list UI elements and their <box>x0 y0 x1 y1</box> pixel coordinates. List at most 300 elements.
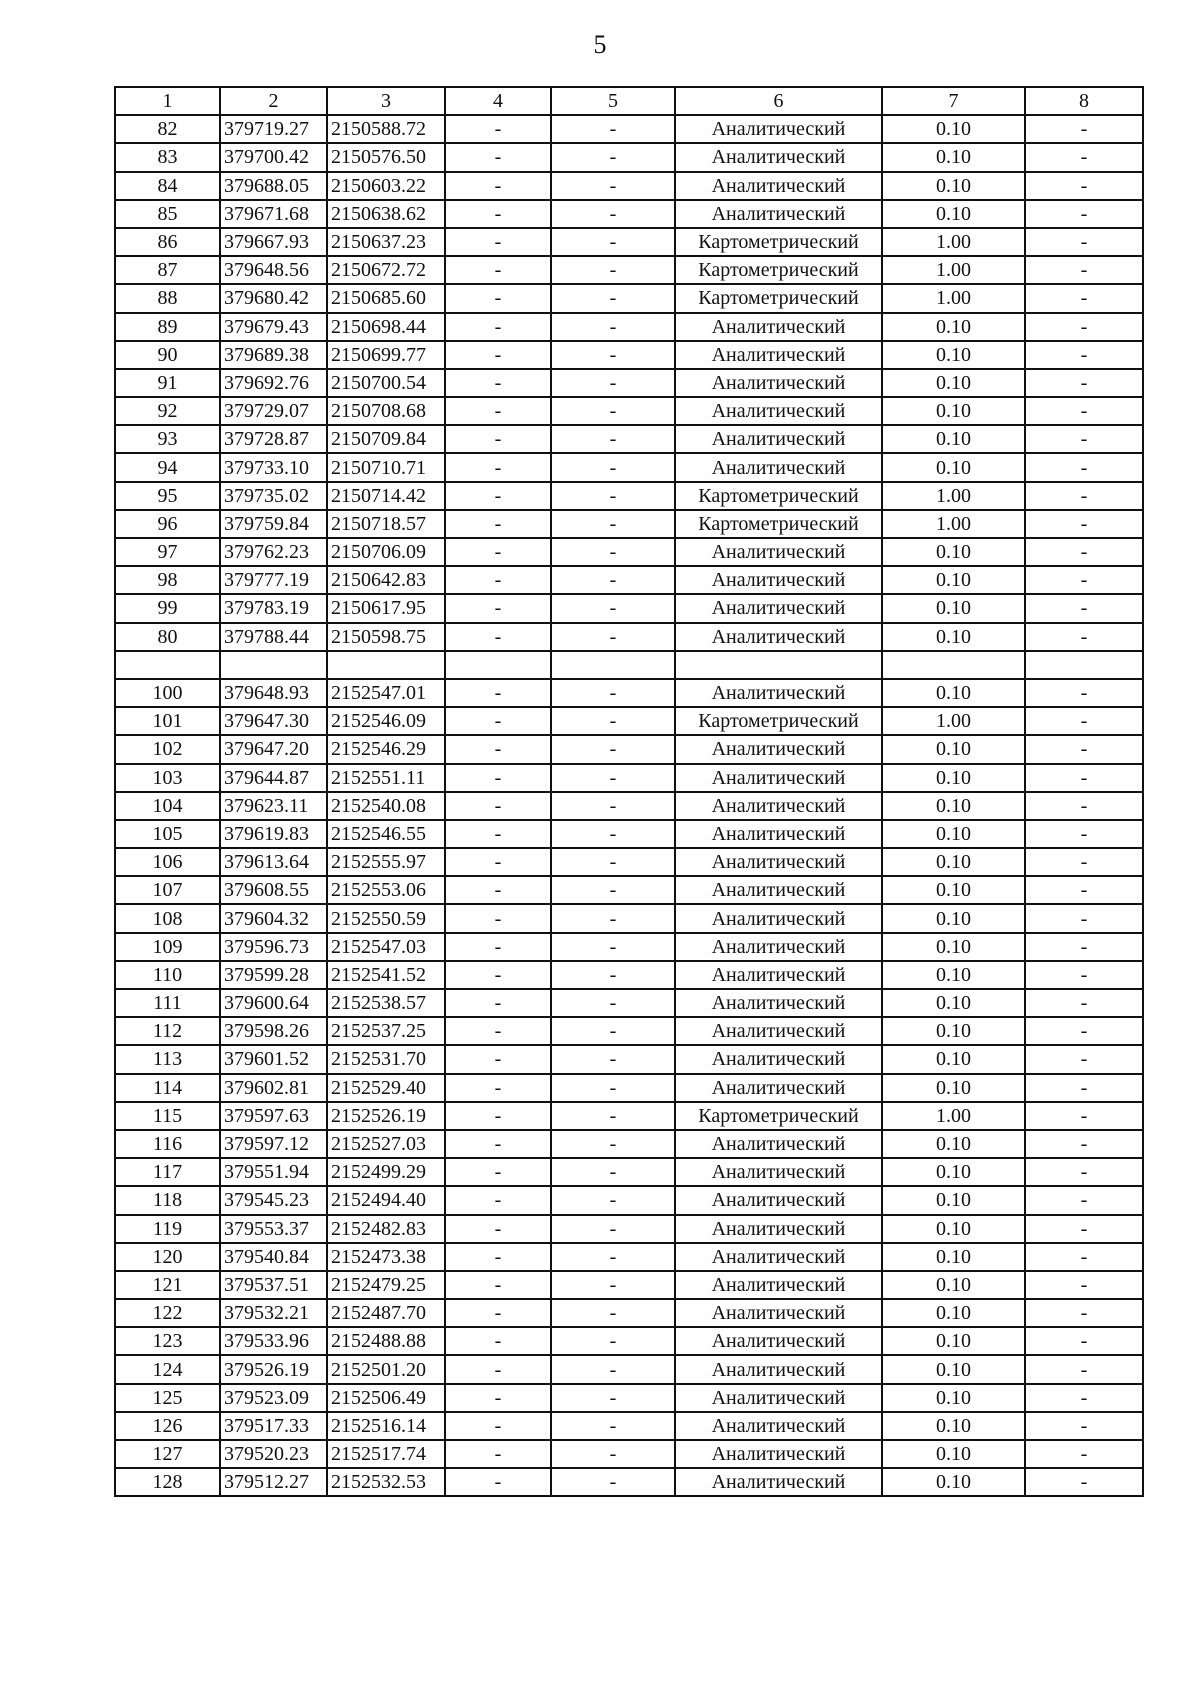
method-cell: Аналитический <box>675 679 882 707</box>
column-4-cell: - <box>445 1271 551 1299</box>
method-cell: Аналитический <box>675 623 882 651</box>
method-cell: Аналитический <box>675 1412 882 1440</box>
x-coordinate-cell: 379647.30 <box>220 707 327 735</box>
column-8-cell: - <box>1025 989 1143 1017</box>
point-number-cell: 97 <box>115 538 220 566</box>
accuracy-cell: 0.10 <box>882 876 1025 904</box>
x-coordinate-cell: 379598.26 <box>220 1017 327 1045</box>
column-4-cell: - <box>445 735 551 763</box>
table-row <box>115 1186 1143 1214</box>
column-4-cell: - <box>445 623 551 651</box>
accuracy-cell <box>882 651 1025 679</box>
table-row <box>115 228 1143 256</box>
column-8-cell: - <box>1025 679 1143 707</box>
x-coordinate-cell: 379644.87 <box>220 764 327 792</box>
accuracy-cell: 0.10 <box>882 933 1025 961</box>
column-8-cell: - <box>1025 425 1143 453</box>
point-number-cell: 102 <box>115 735 220 763</box>
column-5-cell: - <box>551 1355 675 1383</box>
table-row <box>115 1440 1143 1468</box>
accuracy-cell: 0.10 <box>882 1074 1025 1102</box>
column-4-cell: - <box>445 679 551 707</box>
point-number-cell: 92 <box>115 397 220 425</box>
method-cell: Аналитический <box>675 538 882 566</box>
point-number-cell: 117 <box>115 1158 220 1186</box>
y-coordinate-cell: 2152538.57 <box>327 989 445 1017</box>
y-coordinate-cell: 2150672.72 <box>327 256 445 284</box>
column-8-cell <box>1025 651 1143 679</box>
column-5-cell: - <box>551 933 675 961</box>
y-coordinate-cell: 2152547.01 <box>327 679 445 707</box>
column-8-cell: - <box>1025 1412 1143 1440</box>
x-coordinate-cell: 379671.68 <box>220 200 327 228</box>
column-5-cell: - <box>551 876 675 904</box>
method-cell: Аналитический <box>675 1045 882 1073</box>
column-5-cell: - <box>551 228 675 256</box>
x-coordinate-cell: 379533.96 <box>220 1327 327 1355</box>
x-coordinate-cell: 379619.83 <box>220 820 327 848</box>
accuracy-cell: 0.10 <box>882 1130 1025 1158</box>
column-8-cell: - <box>1025 904 1143 932</box>
column-4-cell: - <box>445 1102 551 1130</box>
column-8-cell: - <box>1025 172 1143 200</box>
x-coordinate-cell: 379688.05 <box>220 172 327 200</box>
column-5-cell: - <box>551 707 675 735</box>
point-number-cell: 110 <box>115 961 220 989</box>
method-cell: Аналитический <box>675 425 882 453</box>
table-row <box>115 735 1143 763</box>
column-8-cell: - <box>1025 284 1143 312</box>
point-number-cell: 112 <box>115 1017 220 1045</box>
point-number-cell: 95 <box>115 482 220 510</box>
method-cell: Аналитический <box>675 792 882 820</box>
column-4-cell: - <box>445 961 551 989</box>
accuracy-cell: 0.10 <box>882 425 1025 453</box>
y-coordinate-cell: 2152547.03 <box>327 933 445 961</box>
y-coordinate-cell: 2152529.40 <box>327 1074 445 1102</box>
point-number-cell: 90 <box>115 341 220 369</box>
table-row <box>115 1412 1143 1440</box>
column-5-cell: - <box>551 792 675 820</box>
point-number-cell: 89 <box>115 313 220 341</box>
column-8-cell: - <box>1025 482 1143 510</box>
column-8-cell: - <box>1025 313 1143 341</box>
column-5-cell: - <box>551 1243 675 1271</box>
column-5-cell: - <box>551 1074 675 1102</box>
column-4-cell: - <box>445 143 551 171</box>
column-5-cell: - <box>551 200 675 228</box>
column-header: 5 <box>551 87 675 115</box>
x-coordinate-cell: 379689.38 <box>220 341 327 369</box>
point-number-cell: 114 <box>115 1074 220 1102</box>
y-coordinate-cell: 2152531.70 <box>327 1045 445 1073</box>
x-coordinate-cell: 379526.19 <box>220 1355 327 1383</box>
y-coordinate-cell: 2152550.59 <box>327 904 445 932</box>
x-coordinate-cell: 379537.51 <box>220 1271 327 1299</box>
table-row <box>115 453 1143 481</box>
accuracy-cell: 0.10 <box>882 1468 1025 1496</box>
table-row <box>115 1215 1143 1243</box>
point-number-cell: 98 <box>115 566 220 594</box>
column-5-cell: - <box>551 369 675 397</box>
column-5-cell: - <box>551 1440 675 1468</box>
x-coordinate-cell: 379700.42 <box>220 143 327 171</box>
method-cell: Картометрический <box>675 482 882 510</box>
accuracy-cell: 0.10 <box>882 989 1025 1017</box>
column-5-cell: - <box>551 425 675 453</box>
column-5-cell: - <box>551 1102 675 1130</box>
column-5-cell: - <box>551 115 675 143</box>
column-4-cell: - <box>445 1327 551 1355</box>
y-coordinate-cell: 2150685.60 <box>327 284 445 312</box>
x-coordinate-cell: 379729.07 <box>220 397 327 425</box>
accuracy-cell: 0.10 <box>882 1355 1025 1383</box>
column-8-cell: - <box>1025 115 1143 143</box>
method-cell: Аналитический <box>675 1384 882 1412</box>
column-5-cell: - <box>551 453 675 481</box>
accuracy-cell: 0.10 <box>882 1017 1025 1045</box>
point-number-cell: 120 <box>115 1243 220 1271</box>
table-row <box>115 876 1143 904</box>
method-cell: Аналитический <box>675 1186 882 1214</box>
accuracy-cell: 0.10 <box>882 143 1025 171</box>
x-coordinate-cell: 379719.27 <box>220 115 327 143</box>
point-number-cell: 113 <box>115 1045 220 1073</box>
table-row <box>115 1355 1143 1383</box>
table-row <box>115 989 1143 1017</box>
y-coordinate-cell: 2150709.84 <box>327 425 445 453</box>
accuracy-cell: 0.10 <box>882 1327 1025 1355</box>
column-8-cell: - <box>1025 256 1143 284</box>
method-cell: Аналитический <box>675 1299 882 1327</box>
y-coordinate-cell: 2152479.25 <box>327 1271 445 1299</box>
table-row <box>115 172 1143 200</box>
y-coordinate-cell: 2150638.62 <box>327 200 445 228</box>
method-cell: Аналитический <box>675 1440 882 1468</box>
method-cell: Картометрический <box>675 256 882 284</box>
column-5-cell: - <box>551 566 675 594</box>
method-cell: Аналитический <box>675 735 882 763</box>
column-5-cell: - <box>551 143 675 171</box>
column-4-cell: - <box>445 707 551 735</box>
method-cell: Аналитический <box>675 1468 882 1496</box>
x-coordinate-cell: 379680.42 <box>220 284 327 312</box>
table-row <box>115 764 1143 792</box>
point-number-cell: 82 <box>115 115 220 143</box>
column-header: 6 <box>675 87 882 115</box>
column-8-cell: - <box>1025 1186 1143 1214</box>
point-number-cell: 105 <box>115 820 220 848</box>
column-header: 3 <box>327 87 445 115</box>
point-number-cell: 83 <box>115 143 220 171</box>
accuracy-cell: 0.10 <box>882 1045 1025 1073</box>
table-row <box>115 1074 1143 1102</box>
accuracy-cell: 0.10 <box>882 313 1025 341</box>
column-8-cell: - <box>1025 1074 1143 1102</box>
y-coordinate-cell: 2152501.20 <box>327 1355 445 1383</box>
column-4-cell: - <box>445 313 551 341</box>
column-8-cell: - <box>1025 1045 1143 1073</box>
x-coordinate-cell: 379608.55 <box>220 876 327 904</box>
table-row <box>115 1130 1143 1158</box>
column-5-cell: - <box>551 961 675 989</box>
table-row <box>115 933 1143 961</box>
method-cell: Аналитический <box>675 172 882 200</box>
y-coordinate-cell: 2152551.11 <box>327 764 445 792</box>
table-row <box>115 848 1143 876</box>
y-coordinate-cell: 2150598.75 <box>327 623 445 651</box>
y-coordinate-cell: 2150588.72 <box>327 115 445 143</box>
column-4-cell: - <box>445 848 551 876</box>
accuracy-cell: 0.10 <box>882 1215 1025 1243</box>
x-coordinate-cell: 379517.33 <box>220 1412 327 1440</box>
column-5-cell: - <box>551 538 675 566</box>
column-5-cell: - <box>551 1017 675 1045</box>
x-coordinate-cell: 379523.09 <box>220 1384 327 1412</box>
table-row <box>115 200 1143 228</box>
y-coordinate-cell: 2152541.52 <box>327 961 445 989</box>
method-cell: Аналитический <box>675 1215 882 1243</box>
x-coordinate-cell: 379667.93 <box>220 228 327 256</box>
column-4-cell: - <box>445 1412 551 1440</box>
column-8-cell: - <box>1025 1017 1143 1045</box>
column-4-cell: - <box>445 369 551 397</box>
table-row <box>115 284 1143 312</box>
table-row <box>115 820 1143 848</box>
accuracy-cell: 0.10 <box>882 1384 1025 1412</box>
column-5-cell: - <box>551 1468 675 1496</box>
accuracy-cell: 0.10 <box>882 115 1025 143</box>
method-cell: Аналитический <box>675 115 882 143</box>
column-5-cell: - <box>551 172 675 200</box>
accuracy-cell: 0.10 <box>882 397 1025 425</box>
point-number-cell: 108 <box>115 904 220 932</box>
method-cell: Аналитический <box>675 143 882 171</box>
accuracy-cell: 0.10 <box>882 341 1025 369</box>
column-4-cell: - <box>445 820 551 848</box>
table-row <box>115 566 1143 594</box>
column-4-cell <box>445 651 551 679</box>
method-cell: Аналитический <box>675 1271 882 1299</box>
column-4-cell: - <box>445 933 551 961</box>
point-number-cell: 88 <box>115 284 220 312</box>
column-8-cell: - <box>1025 1384 1143 1412</box>
method-cell: Картометрический <box>675 510 882 538</box>
column-5-cell: - <box>551 341 675 369</box>
accuracy-cell: 0.10 <box>882 566 1025 594</box>
table-row <box>115 256 1143 284</box>
column-8-cell: - <box>1025 623 1143 651</box>
method-cell: Аналитический <box>675 876 882 904</box>
accuracy-cell: 1.00 <box>882 1102 1025 1130</box>
method-cell: Аналитический <box>675 1074 882 1102</box>
column-4-cell: - <box>445 256 551 284</box>
accuracy-cell: 1.00 <box>882 228 1025 256</box>
column-5-cell: - <box>551 764 675 792</box>
y-coordinate-cell: 2152555.97 <box>327 848 445 876</box>
column-4-cell: - <box>445 341 551 369</box>
x-coordinate-cell <box>220 651 327 679</box>
point-number-cell: 123 <box>115 1327 220 1355</box>
column-4-cell: - <box>445 1130 551 1158</box>
table-row <box>115 1384 1143 1412</box>
column-4-cell: - <box>445 453 551 481</box>
method-cell: Аналитический <box>675 1158 882 1186</box>
y-coordinate-cell: 2152517.74 <box>327 1440 445 1468</box>
y-coordinate-cell: 2152546.29 <box>327 735 445 763</box>
table-row <box>115 1243 1143 1271</box>
column-4-cell: - <box>445 397 551 425</box>
column-4-cell: - <box>445 566 551 594</box>
table-row <box>115 397 1143 425</box>
y-coordinate-cell: 2150718.57 <box>327 510 445 538</box>
column-4-cell: - <box>445 876 551 904</box>
y-coordinate-cell <box>327 651 445 679</box>
column-8-cell: - <box>1025 735 1143 763</box>
point-number-cell: 118 <box>115 1186 220 1214</box>
x-coordinate-cell: 379545.23 <box>220 1186 327 1214</box>
x-coordinate-cell: 379648.56 <box>220 256 327 284</box>
y-coordinate-cell: 2152532.53 <box>327 1468 445 1496</box>
column-5-cell: - <box>551 284 675 312</box>
point-number-cell: 119 <box>115 1215 220 1243</box>
method-cell: Аналитический <box>675 1017 882 1045</box>
column-8-cell: - <box>1025 341 1143 369</box>
column-4-cell: - <box>445 1384 551 1412</box>
column-8-cell: - <box>1025 200 1143 228</box>
column-5-cell: - <box>551 510 675 538</box>
point-number-cell: 126 <box>115 1412 220 1440</box>
column-header: 8 <box>1025 87 1143 115</box>
table-row <box>115 313 1143 341</box>
point-number-cell: 80 <box>115 623 220 651</box>
column-header: 4 <box>445 87 551 115</box>
x-coordinate-cell: 379783.19 <box>220 594 327 622</box>
column-4-cell: - <box>445 1243 551 1271</box>
x-coordinate-cell: 379679.43 <box>220 313 327 341</box>
method-cell: Аналитический <box>675 764 882 792</box>
column-5-cell: - <box>551 594 675 622</box>
column-8-cell: - <box>1025 792 1143 820</box>
column-8-cell: - <box>1025 510 1143 538</box>
column-5-cell <box>551 651 675 679</box>
point-number-cell: 91 <box>115 369 220 397</box>
x-coordinate-cell: 379540.84 <box>220 1243 327 1271</box>
x-coordinate-cell: 379596.73 <box>220 933 327 961</box>
y-coordinate-cell: 2152488.88 <box>327 1327 445 1355</box>
accuracy-cell: 0.10 <box>882 820 1025 848</box>
column-5-cell: - <box>551 1158 675 1186</box>
x-coordinate-cell: 379613.64 <box>220 848 327 876</box>
table-row <box>115 651 1143 679</box>
table-row <box>115 425 1143 453</box>
y-coordinate-cell: 2150603.22 <box>327 172 445 200</box>
point-number-cell: 84 <box>115 172 220 200</box>
accuracy-cell: 0.10 <box>882 764 1025 792</box>
column-8-cell: - <box>1025 1271 1143 1299</box>
x-coordinate-cell: 379553.37 <box>220 1215 327 1243</box>
table-row <box>115 1158 1143 1186</box>
point-number-cell: 86 <box>115 228 220 256</box>
table-row <box>115 341 1143 369</box>
table-header-row <box>115 87 1143 115</box>
accuracy-cell: 0.10 <box>882 679 1025 707</box>
column-4-cell: - <box>445 1074 551 1102</box>
column-8-cell: - <box>1025 820 1143 848</box>
table-row <box>115 1271 1143 1299</box>
point-number-cell: 100 <box>115 679 220 707</box>
y-coordinate-cell: 2150637.23 <box>327 228 445 256</box>
x-coordinate-cell: 379777.19 <box>220 566 327 594</box>
column-8-cell: - <box>1025 397 1143 425</box>
column-8-cell: - <box>1025 1158 1143 1186</box>
column-5-cell: - <box>551 679 675 707</box>
point-number-cell: 87 <box>115 256 220 284</box>
method-cell: Аналитический <box>675 594 882 622</box>
method-cell: Картометрический <box>675 707 882 735</box>
column-4-cell: - <box>445 1468 551 1496</box>
y-coordinate-cell: 2150706.09 <box>327 538 445 566</box>
accuracy-cell: 0.10 <box>882 1243 1025 1271</box>
method-cell: Картометрический <box>675 1102 882 1130</box>
table-row <box>115 1468 1143 1496</box>
y-coordinate-cell: 2152482.83 <box>327 1215 445 1243</box>
table-row <box>115 1327 1143 1355</box>
x-coordinate-cell: 379648.93 <box>220 679 327 707</box>
column-8-cell: - <box>1025 538 1143 566</box>
point-number-cell: 125 <box>115 1384 220 1412</box>
x-coordinate-cell: 379551.94 <box>220 1158 327 1186</box>
column-5-cell: - <box>551 1215 675 1243</box>
point-number-cell <box>115 651 220 679</box>
column-header: 1 <box>115 87 220 115</box>
point-number-cell: 99 <box>115 594 220 622</box>
y-coordinate-cell: 2150698.44 <box>327 313 445 341</box>
method-cell: Картометрический <box>675 284 882 312</box>
method-cell: Аналитический <box>675 961 882 989</box>
x-coordinate-cell: 379762.23 <box>220 538 327 566</box>
point-number-cell: 96 <box>115 510 220 538</box>
method-cell: Аналитический <box>675 1243 882 1271</box>
accuracy-cell: 0.10 <box>882 453 1025 481</box>
point-number-cell: 124 <box>115 1355 220 1383</box>
x-coordinate-cell: 379602.81 <box>220 1074 327 1102</box>
method-cell <box>675 651 882 679</box>
column-8-cell: - <box>1025 1440 1143 1468</box>
column-4-cell: - <box>445 538 551 566</box>
point-number-cell: 128 <box>115 1468 220 1496</box>
accuracy-cell: 0.10 <box>882 1412 1025 1440</box>
x-coordinate-cell: 379728.87 <box>220 425 327 453</box>
table-row <box>115 1017 1143 1045</box>
column-5-cell: - <box>551 1384 675 1412</box>
table-row <box>115 115 1143 143</box>
column-5-cell: - <box>551 735 675 763</box>
column-5-cell: - <box>551 313 675 341</box>
table-row <box>115 623 1143 651</box>
accuracy-cell: 0.10 <box>882 172 1025 200</box>
column-5-cell: - <box>551 1130 675 1158</box>
column-4-cell: - <box>445 1158 551 1186</box>
x-coordinate-cell: 379735.02 <box>220 482 327 510</box>
column-4-cell: - <box>445 1186 551 1214</box>
x-coordinate-cell: 379597.63 <box>220 1102 327 1130</box>
table-row <box>115 961 1143 989</box>
accuracy-cell: 0.10 <box>882 623 1025 651</box>
column-4-cell: - <box>445 115 551 143</box>
column-4-cell: - <box>445 1299 551 1327</box>
y-coordinate-cell: 2150714.42 <box>327 482 445 510</box>
